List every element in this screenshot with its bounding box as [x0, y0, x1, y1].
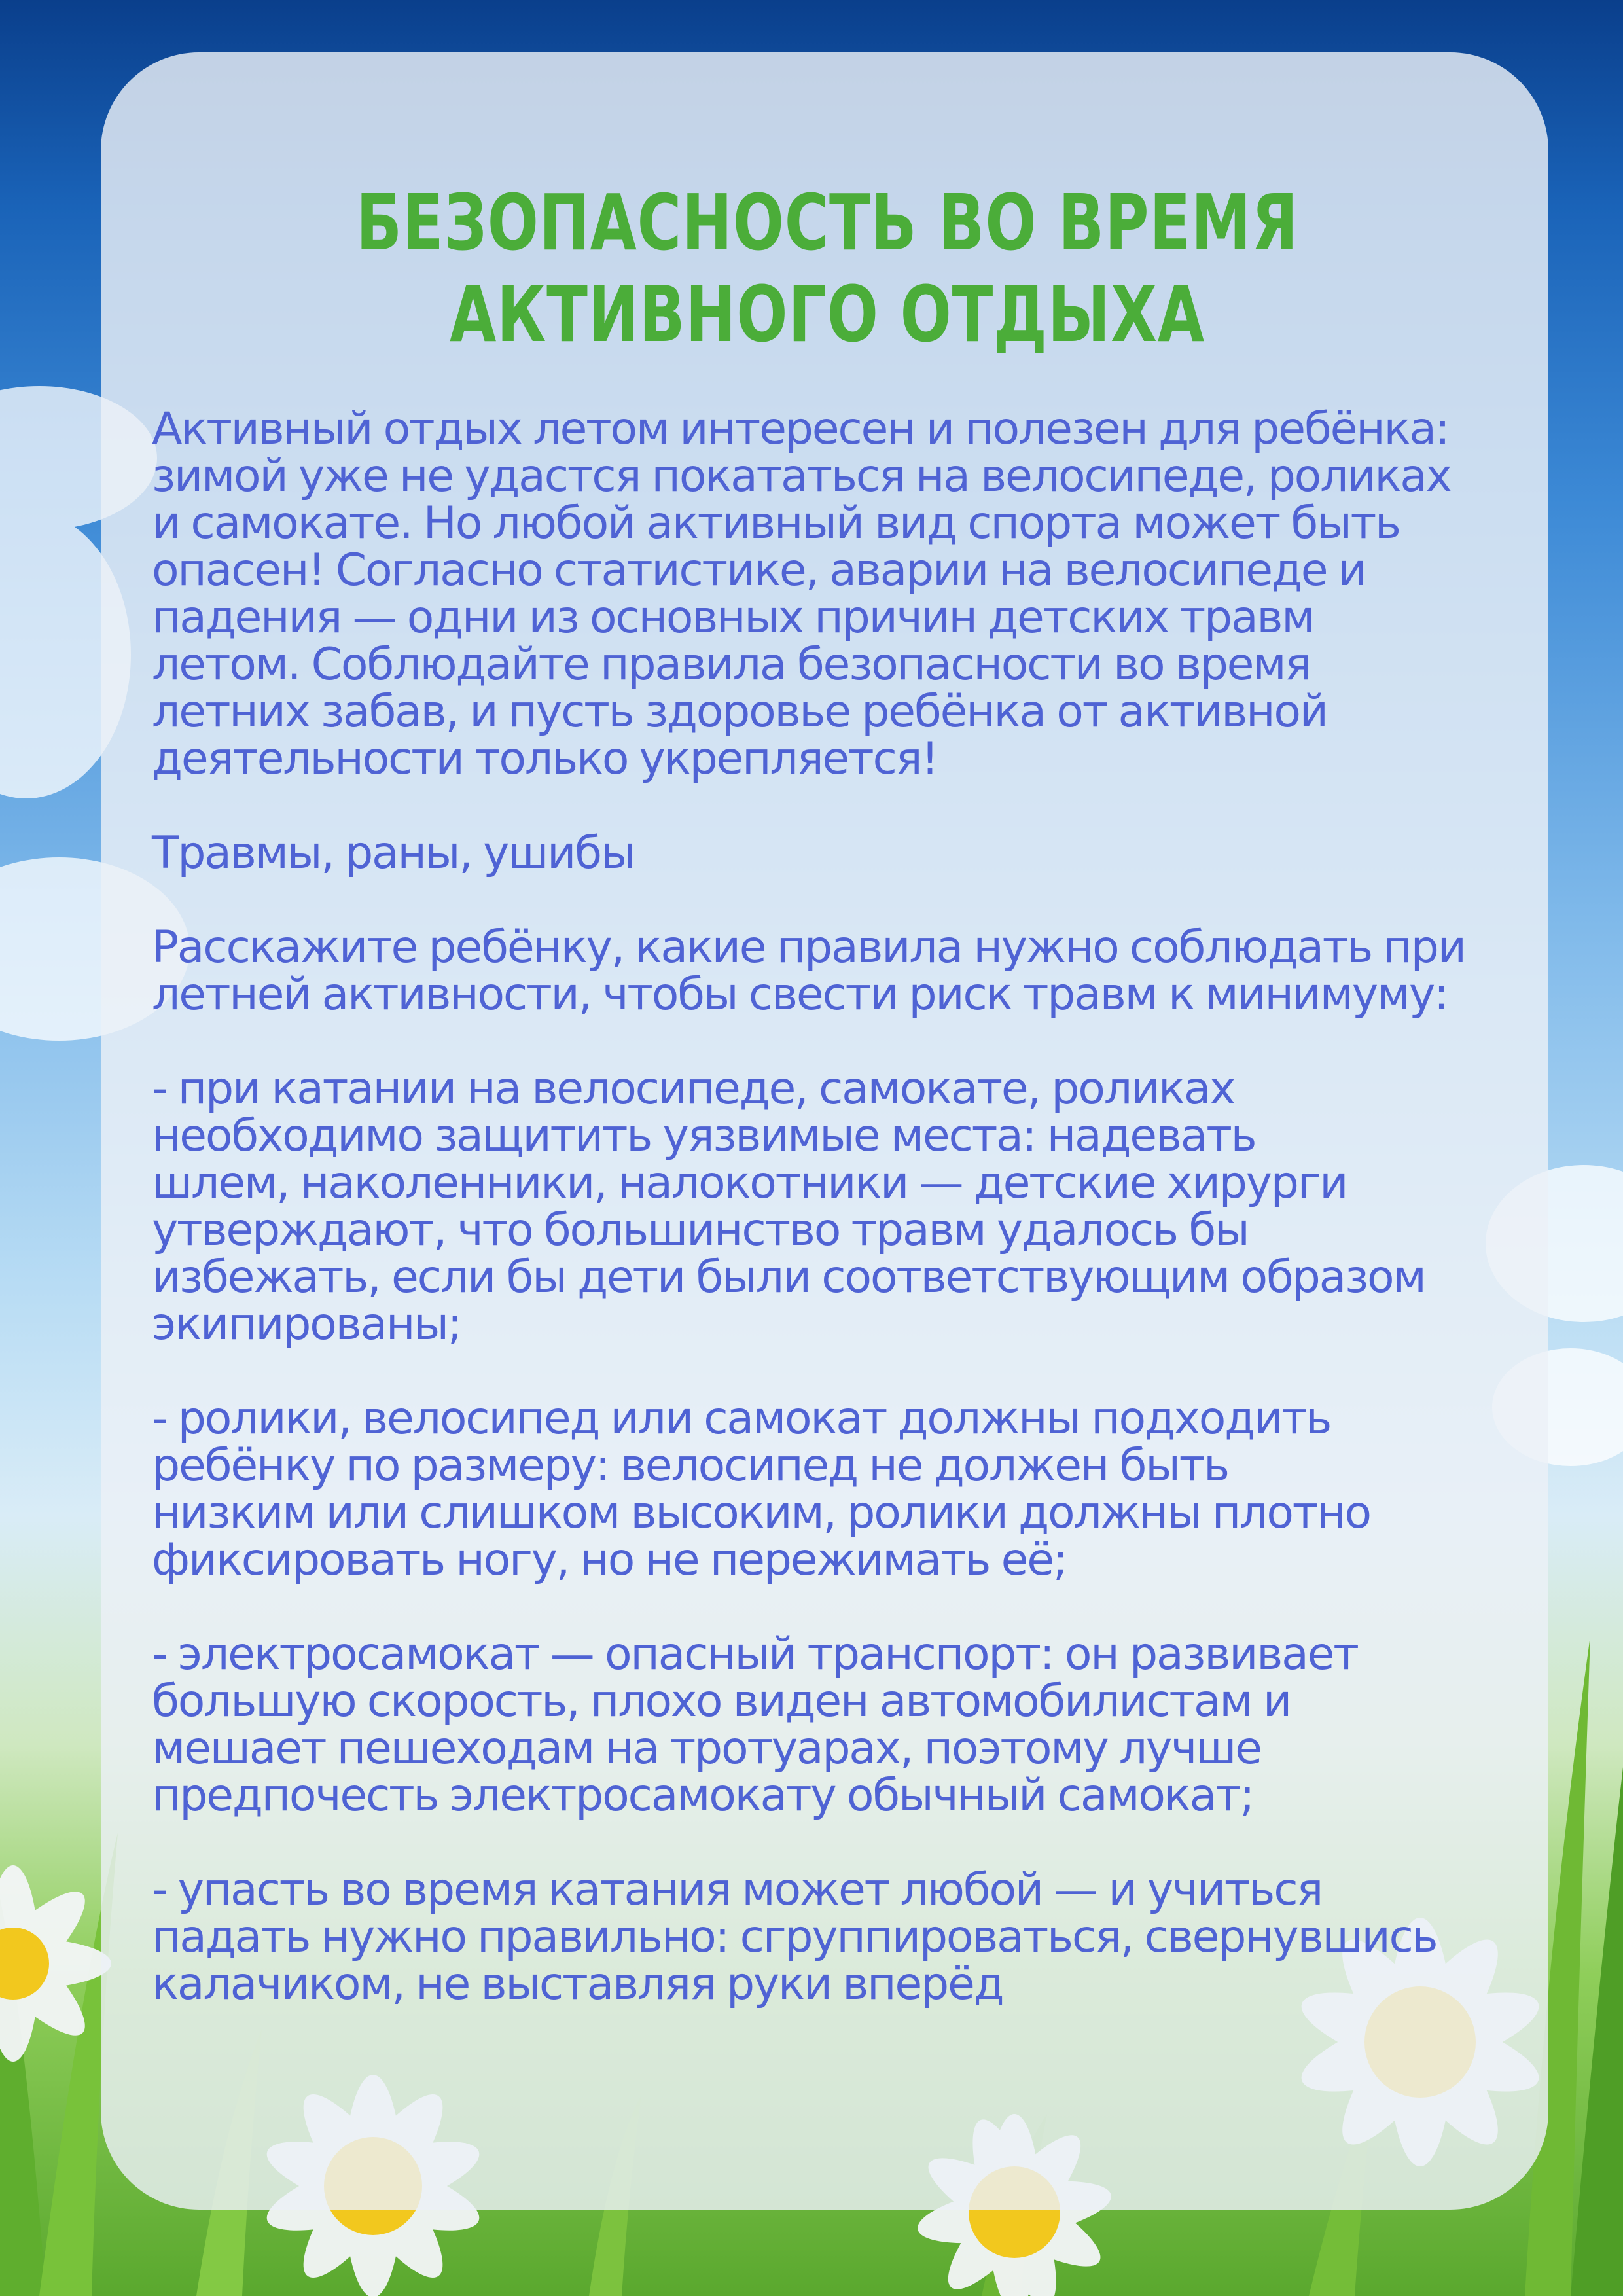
text-line: утверждают, что большинство травм удалось бы — [152, 1204, 1249, 1256]
text-line: - ролики, велосипед или самокат должны подходить — [152, 1393, 1331, 1444]
text-line: падения — одни из основных причин детских травм — [152, 592, 1314, 643]
text-line: опасен! Согласно статистике, аварии на велосипеде и — [152, 545, 1366, 596]
intro-paragraph — [152, 403, 1503, 785]
text-line: летней активности, чтобы свести риск травм к минимуму: — [152, 969, 1448, 1020]
text-line: - при катании на велосипеде, самокате, роликах — [152, 1063, 1235, 1115]
paragraph-gap — [152, 1348, 1503, 1395]
text-line: Расскажите ребёнку, какие правила нужно соблюдать при — [152, 922, 1465, 973]
text-line: зимой уже не удастся покататься на велосипеде, роликах — [152, 450, 1451, 502]
text-line: необходимо защитить уязвимые места: надевать — [152, 1110, 1256, 1162]
content-panel — [101, 52, 1548, 2210]
text-line: Травмы, раны, ушибы — [152, 827, 635, 879]
paragraph-gap — [152, 1584, 1503, 1631]
text-line: избежать, если бы дети были соответствующим образом — [152, 1251, 1425, 1303]
text-line: деятельности только укрепляется! — [152, 733, 938, 785]
text-line: предпочесть электросамокату обычный самокат; — [152, 1770, 1254, 1821]
text-line: и самокате. Но любой активный вид спорта может быть — [152, 497, 1400, 549]
text-line: фиксировать ногу, но не пережимать её; — [152, 1534, 1067, 1586]
section-heading — [152, 827, 1503, 879]
text-line: ребёнку по размеру: велосипед не должен быть — [152, 1440, 1229, 1492]
text-line: большую скорость, плохо виден автомобилистам и — [152, 1676, 1291, 1727]
rule-protection — [152, 1063, 1503, 1350]
title-line-1: БЕЗОПАСНОСТЬ ВО ВРЕМЯ — [355, 177, 1299, 268]
paragraph-gap — [152, 783, 1503, 830]
rules-intro-paragraph — [152, 924, 1503, 1018]
text-line: падать нужно правильно: сгруппироваться, свернувшись — [152, 1911, 1437, 1963]
text-line: экипированы; — [152, 1299, 461, 1350]
paragraph-gap — [152, 877, 1503, 924]
rule-falling — [152, 1864, 1503, 2010]
text-line: летних забав, и пусть здоровье ребёнка от активной — [152, 686, 1327, 738]
paragraph-gap — [152, 1018, 1503, 1066]
text-line: мешает пешеходам на тротуарах, поэтому лучше — [152, 1723, 1261, 1774]
article-body — [152, 403, 1503, 2010]
text-line: шлем, наколенники, налокотники — детские хирурги — [152, 1157, 1347, 1209]
paragraph-gap — [152, 1820, 1503, 1867]
rule-electric-scooter — [152, 1628, 1503, 1821]
title-line-2: АКТИВНОГО ОТДЫХА — [450, 269, 1205, 359]
page-title — [300, 177, 1354, 360]
text-line: летом. Соблюдайте правила безопасности во время — [152, 639, 1311, 691]
rule-size — [152, 1395, 1503, 1584]
text-line: - электросамокат — опасный транспорт: он развивает — [152, 1628, 1358, 1680]
text-line: - упасть во время катания может любой — и учиться — [152, 1864, 1323, 1916]
text-line: низким или слишком высоким, ролики должны плотно — [152, 1487, 1370, 1539]
text-line: Активный отдых летом интересен и полезен для ребёнка: — [152, 403, 1449, 455]
text-line: калачиком, не выставляя руки вперёд — [152, 1958, 1003, 2010]
